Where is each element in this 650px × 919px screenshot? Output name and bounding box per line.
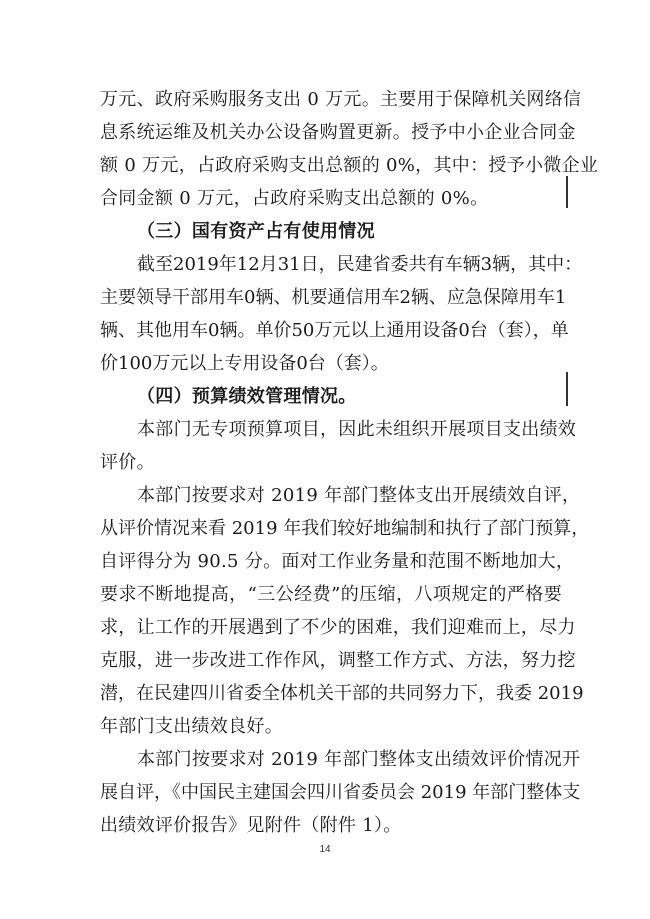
body-line-12: 评价。 xyxy=(100,452,155,473)
body-line-20: 年部门支出绩效良好。 xyxy=(100,716,283,737)
body-line-3: 额 0 万元，占政府采购支出总额的 0%，其中：授予小微企业 xyxy=(100,155,599,176)
body-line-8: 辆、其他用车0辆。单价50万元以上通用设备0台（套），单 xyxy=(100,320,569,341)
body-line-2: 息系统运维及机关办公设备购置更新。授予中小企业合同金 xyxy=(100,122,576,143)
body-line-16: 要求不断地提高，“三公经费”的压缩，八项规定的严格要 xyxy=(100,584,562,605)
body-line-13: 本部门按要求对 2019 年部门整体支出开展绩效自评， xyxy=(137,485,581,506)
body-line-6: 截至2019年12月31日，民建省委共有车辆3辆，其中： xyxy=(137,254,583,275)
page-number: 14 xyxy=(319,844,331,855)
body-line-1: 万元、政府采购服务支出 0 万元。主要用于保障机关网络信 xyxy=(100,89,582,110)
body-line-22: 展自评，《中国民主建国会四川省委员会 2019 年部门整体支 xyxy=(100,782,581,803)
section-heading-4: （四）预算绩效管理情况。 xyxy=(137,386,357,407)
margin-mark-upper xyxy=(566,176,568,208)
body-line-21: 本部门按要求对 2019 年部门整体支出绩效评价情况开 xyxy=(137,749,581,770)
body-line-11: 本部门无专项预算项目，因此未组织开展项目支出绩效 xyxy=(137,419,577,440)
section-heading-3: （三）国有资产占有使用情况 xyxy=(137,221,375,242)
body-line-18: 克服，进一步改进工作作风，调整工作方式、方法，努力挖 xyxy=(100,650,576,671)
body-line-19: 潜，在民建四川省委全体机关干部的共同努力下，我委 2019 xyxy=(100,683,584,704)
body-line-15: 自评得分为 90.5 分。面对工作业务量和范围不断地加大， xyxy=(100,551,575,572)
body-line-23: 出绩效评价报告》见附件（附件 1）。 xyxy=(100,815,402,836)
body-line-14: 从评价情况来看 2019 年我们较好地编制和执行了部门预算， xyxy=(100,518,590,539)
body-line-7: 主要领导干部用车0辆、机要通信用车2辆、应急保障用车1 xyxy=(100,287,567,308)
body-line-9: 价100万元以上专用设备0台（套）。 xyxy=(100,353,389,374)
body-line-4: 合同金额 0 万元，占政府采购支出总额的 0%。 xyxy=(100,188,489,209)
margin-mark-lower xyxy=(566,372,568,406)
body-line-17: 求，让工作的开展遇到了不少的困难，我们迎难而上，尽力 xyxy=(100,617,576,638)
